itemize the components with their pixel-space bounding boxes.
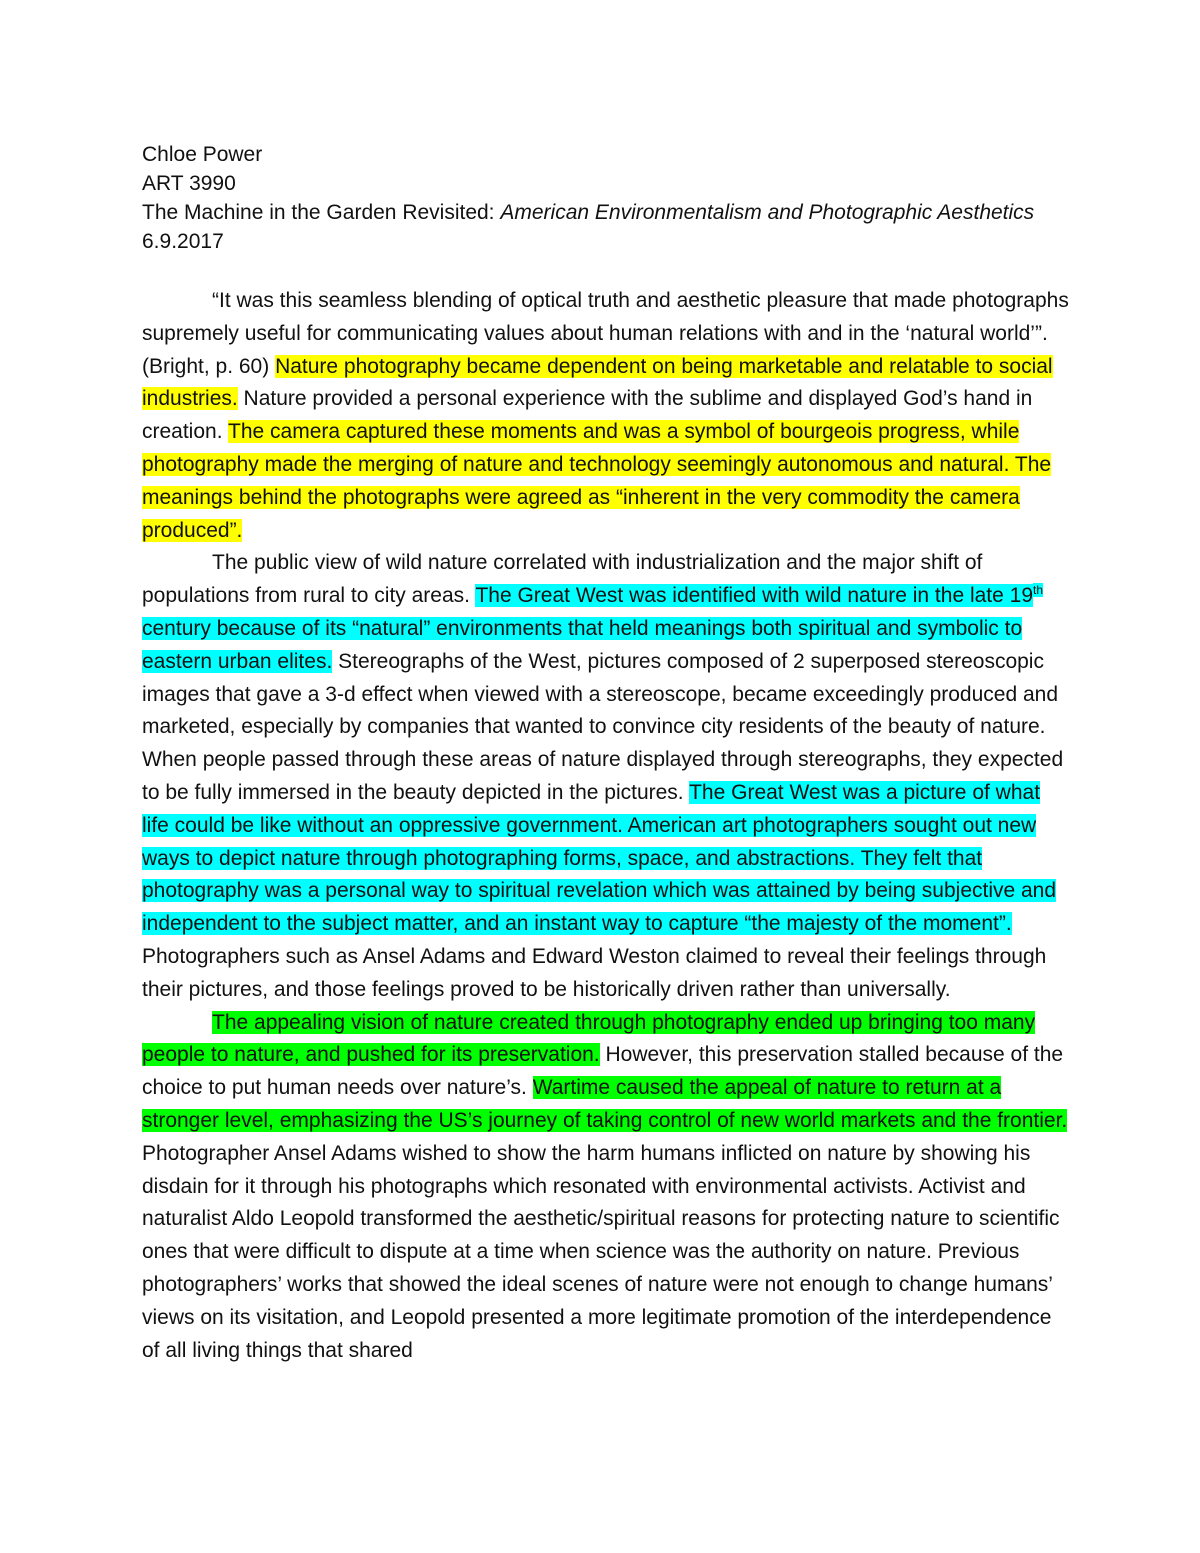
author-name: Chloe Power xyxy=(142,143,263,166)
paper-title-main: The Machine in the Garden Revisited: xyxy=(142,201,501,224)
paragraph-text: The public view of wild nature correlated with industrialization and the major shift of populations from rural to city areas. xyxy=(142,551,983,608)
paragraph-text: Photographers such as Ansel Adams and Edward Weston claimed to reveal their feelings through their pictures, and those feelings proved to be historically driven rather than universally. xyxy=(142,944,1047,1001)
body-paragraph xyxy=(142,1007,1072,1368)
paper-date: 6.9.2017 xyxy=(142,230,224,253)
highlighted-text-cyan: The Great West was a picture of what life could be like without an oppressive government. American art photographers sought out new ways to depict nature through photographing forms, space, and abstractions. They felt that photography was a personal way to spiritual revelation which was attained by being subjective and independent to the subject matter, and an instant way to capture “the majesty of the moment”. xyxy=(142,780,1057,936)
paragraph-text: Photographer Ansel Adams wished to show the harm humans inflicted on nature by showing his disdain for it through his photographs which resonated with environmental activists. Activist and naturalist Aldo Leopold transformed the aesthetic/spiritual reasons for protecting nature to scientific ones that were difficult to dispute at a time when science was the authority on nature. Previous photographers’ works that showed the ideal scenes of nature were not enough to change humans’ views on its visitation, and Leopold presented a more legitimate promotion of the interdependence of all living things that shared xyxy=(142,1141,1060,1362)
highlighted-text-cyan: The Great West was identified with wild nature in the late 19 xyxy=(475,584,1034,608)
body-paragraph xyxy=(142,547,1072,1006)
highlighted-text-yellow: Nature photography became dependent on being marketable and relatable to social industries. xyxy=(142,354,1053,411)
document-body xyxy=(142,140,1072,1367)
course-code: ART 3990 xyxy=(142,172,236,195)
highlighted-text-cyan: th xyxy=(1033,583,1044,598)
paragraph-text: However, this preservation stalled because of the choice to put human needs over nature’s. xyxy=(142,1043,1064,1100)
paragraph-text: “It was this seamless blending of optical truth and aesthetic pleasure that made photographs supremely useful for communicating values about human relations with and in the ‘natural world’”. (Bright, p. 60) xyxy=(142,289,1069,378)
paragraph-text: Stereographs of the West, pictures composed of 2 superposed stereoscopic images that gave a 3-d effect when viewed with a stereoscope, became exceedingly produced and marketed, especially by companies that wanted to convince city residents of the beauty of nature. When people passed through these areas of nature displayed through stereographs, they expected to be fully immersed in the beauty depicted in the pictures. xyxy=(142,649,1064,804)
highlighted-text-yellow: The camera captured these moments and was a symbol of bourgeois progress, while photography made the merging of nature and technology seemingly autonomous and natural. The meanings behind the photographs were agreed as “inherent in the very commodity the camera produced”. xyxy=(142,420,1052,542)
highlighted-text-cyan: century because of its “natural” environments that held meanings both spiritual and symbolic to eastern urban elites. xyxy=(142,616,1023,673)
highlighted-text-green: The appealing vision of nature created through photography ended up bringing too many people to nature, and pushed for its preservation. xyxy=(142,1010,1036,1067)
paper-title-subtitle: American Environmentalism and Photographic Aesthetics xyxy=(500,201,1035,224)
highlighted-text-green: Wartime caused the appeal of nature to return at a stronger level, emphasizing the US’s journey of taking control of new world markets and the frontier. xyxy=(142,1076,1068,1132)
blank-line xyxy=(142,256,1072,285)
paper-title xyxy=(142,198,1072,227)
paragraph-text: Nature provided a personal experience with the sublime and displayed God’s hand in creation. xyxy=(142,387,1033,444)
body-paragraph xyxy=(142,285,1072,547)
paragraphs xyxy=(142,285,1072,1367)
